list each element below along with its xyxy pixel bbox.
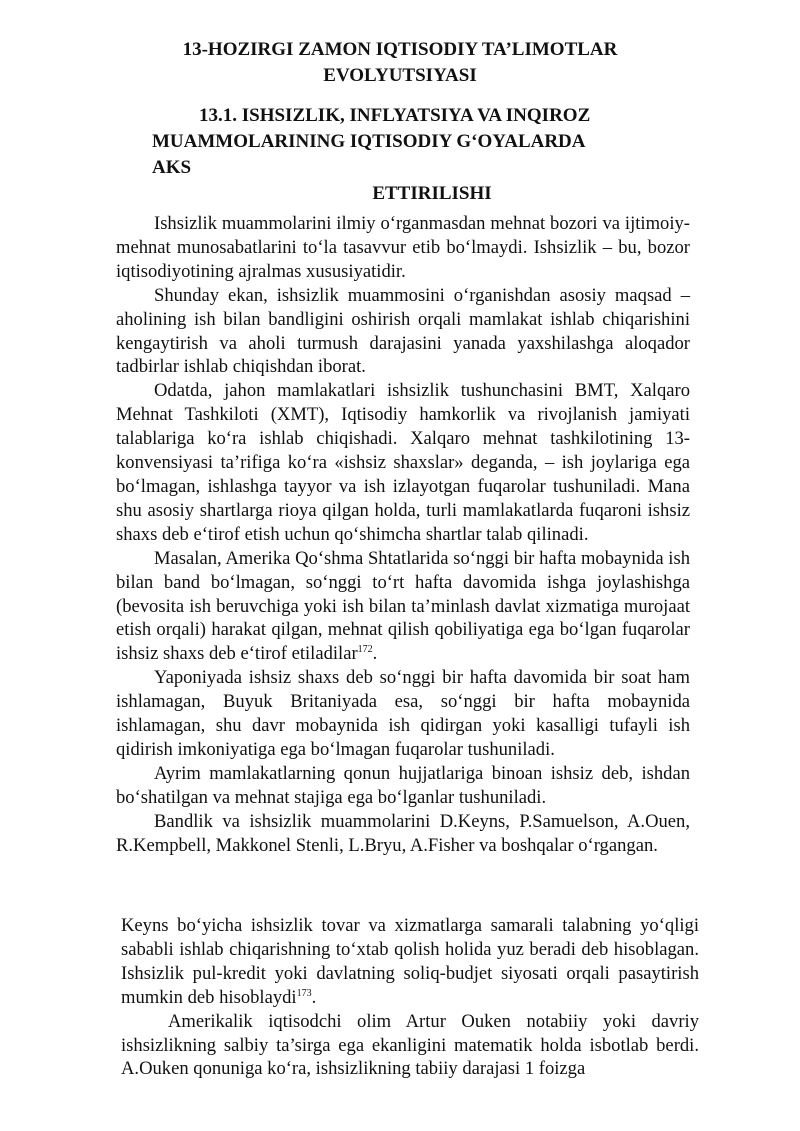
paragraph bbox=[121, 914, 699, 1010]
section-title-line: AKS bbox=[152, 157, 192, 178]
paragraph: Yaponiyada ishsiz shaxs deb so‘nggi bir hafta davomida bir soat ham ishlamagan, Buyuk Britaniyada esa, so‘nggi bir hafta mobaynida ishlamagan, shu davr mobaynida ish qidirgan yoki kasalligi tufayli ish qidirish imkoniyatiga ega bo‘lmagan fuqarolar tushuniladi. bbox=[116, 667, 690, 760]
footnote-ref: 172 bbox=[357, 644, 373, 656]
paragraph: Bandlik va ishsizlik muammolarini D.Keyns, P.Samuelson, A.Ouen, R.Kempbell, Makkonel Stenli, L.Bryu, A.Fisher va boshqalar o‘rgangan. bbox=[116, 810, 690, 856]
footnote-ref: 173 bbox=[296, 987, 312, 999]
paragraph: Odatda, jahon mamlakatlari ishsizlik tushunchasini BMT, Xalqaro Mehnat Tashkiloti (XMT), Iqtisodiy hamkorlik va rivojlanish jamiyati talablariga ko‘ra ishlab chiqishadi. Xalqaro mehnat tashkilotining 13-konvensiyasi ta’rifiga ko‘ra «ishsiz shaxslar» deganda, – ish joylariga ega bo‘lmagan, ishlashga tayyor va ish izlayotgan fuqarolar tushuniladi. Mana shu asosiy shartlarga rioya qilgan holda, turli mamlakatlarda fuqaroni ishsiz shaxs deb e‘tirof etish uchun qo‘shimcha shartlar talab qilinadi. bbox=[116, 380, 690, 545]
body-text bbox=[116, 212, 690, 857]
paragraph-text: Keyns bo‘yicha ishsizlik tovar va xizmatlarga samarali talabning yo‘qligi sababli ishlab chiqarishning to‘xtab qolish holida yuz beradi deb hisoblagan. Ishsizlik pul-kredit yoki davlatning soliq-budjet siyosati orqali pasaytirish mumkin deb hisoblaydi bbox=[121, 915, 699, 1008]
paragraph bbox=[116, 547, 690, 667]
body-text-continued bbox=[121, 914, 699, 1081]
section-title bbox=[152, 103, 652, 207]
chapter-title: 13-HOZIRGI ZAMON IQTISODIY TA’LIMOTLAR EVOLYUTSIYASI bbox=[182, 39, 618, 86]
paragraph: Ayrim mamlakatlarning qonun hujjatlariga binoan ishsiz deb, ishdan bo‘shatilgan va mehnat stajiga ega bo‘lganlar tushuniladi. bbox=[116, 762, 690, 808]
paragraph-text: Masalan, Amerika Qo‘shma Shtatlarida so‘nggi bir hafta mobaynida ish bilan band bo‘lmagan, so‘nggi to‘rt hafta davomida ishga joylashishga (bevosita ish beruvchiga yoki ish bilan ta’minlash davlat xizmatiga murojaat etish orqali) harakat qilgan, mehnat qilish qobiliyatiga ega bo‘lgan fuqarolar ishsiz shaxs deb e‘tirof etiladilar bbox=[116, 547, 690, 665]
paragraph: Ishsizlik muammolarini ilmiy o‘rganmasdan mehnat bozori va ijtimoiy-mehnat munosabatlarini to‘la tasavvur etib bo‘lmaydi. Ishsizlik – bu, bozor iqtisodiyotining ajralmas xususiyatidir. bbox=[116, 213, 690, 282]
section-title-line: 13.1. ISHSIZLIK, INFLYATSIYA VA INQIROZ bbox=[199, 105, 591, 126]
paragraph-end: . bbox=[311, 986, 317, 1008]
paragraph: Shunday ekan, ishsizlik muammosini o‘rganishdan asosiy maqsad – aholining ish bilan bandligini oshirish orqali mamlakat ishlab chiqarishini kengaytirish va aholi turmush darajasini yanada yaxshilashga aloqador tadbirlar ishlab chiqishdan iborat. bbox=[116, 284, 690, 378]
section-title-line: MUAMMOLARINING IQTISODIY G‘OYALARDA bbox=[152, 131, 586, 152]
section-title-line: ETTIRILISHI bbox=[372, 183, 492, 204]
paragraph: Amerikalik iqtisodchi olim Artur Ouken notabiiy yoki davriy ishsizlikning salbiy ta’sirga ega ekanligini matematik holda isbotlab berdi. A.Ouken qonuniga ko‘ra, ishsizlikning tabiiy darajasi 1 foizga bbox=[121, 1010, 699, 1080]
paragraph-end: . bbox=[372, 643, 378, 665]
